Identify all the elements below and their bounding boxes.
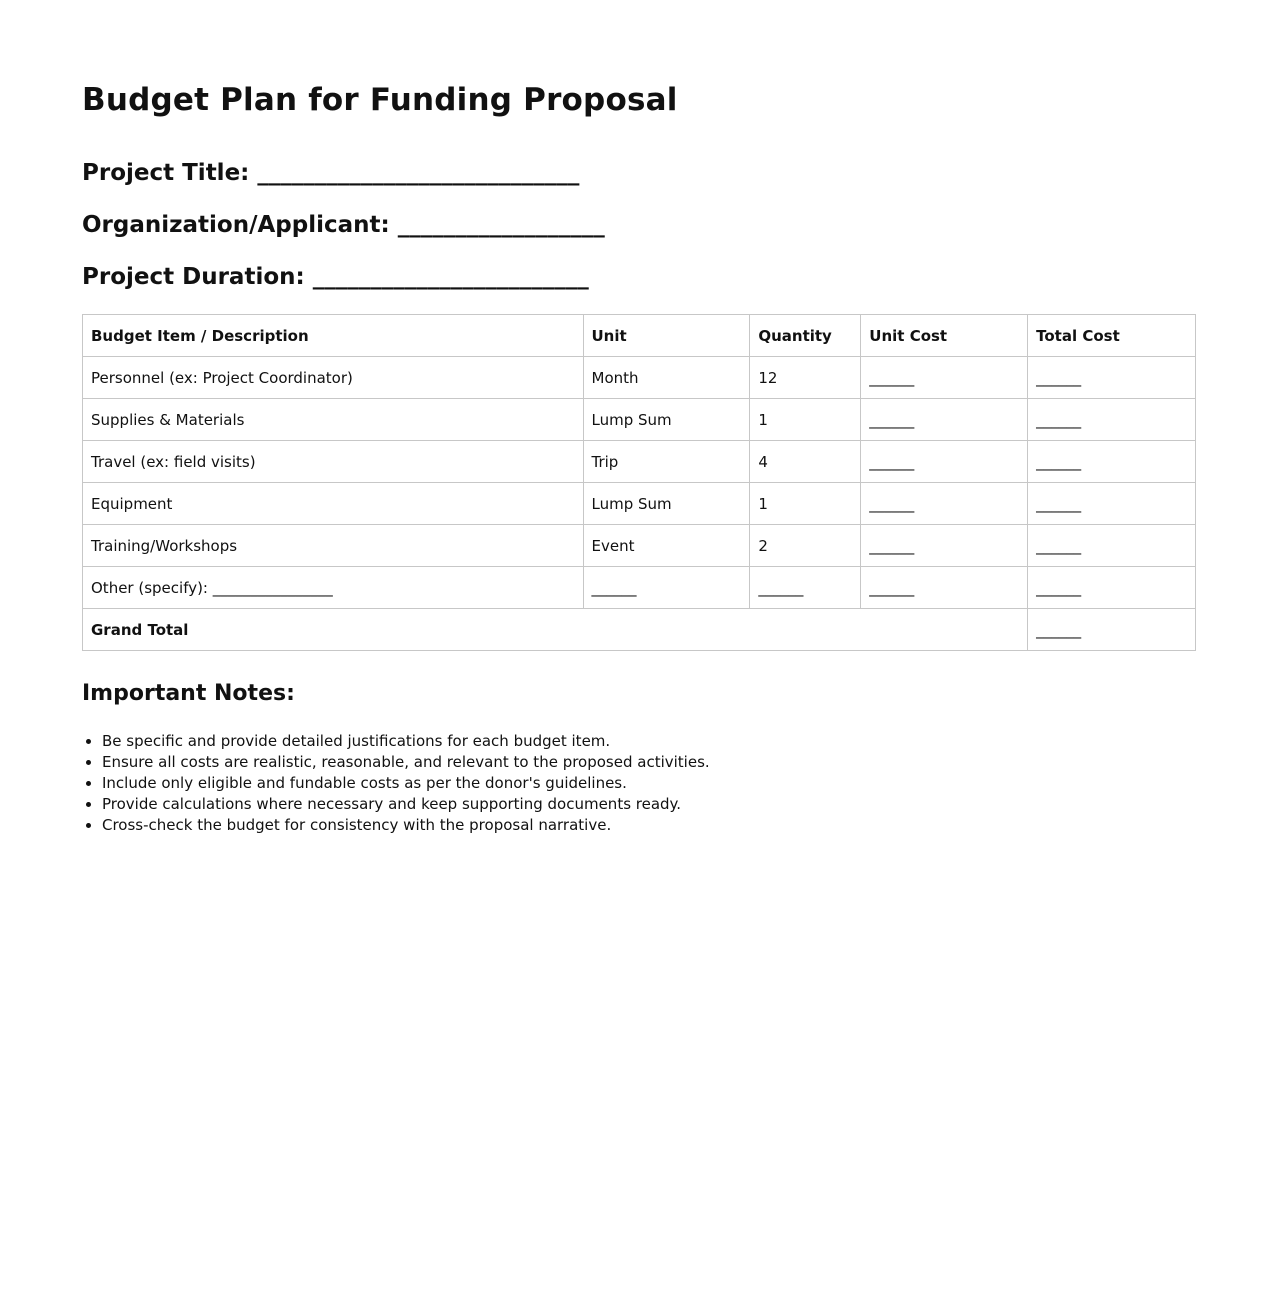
cell-budget-item: Travel (ex: field visits): [83, 441, 584, 483]
grand-total-row: [83, 609, 1196, 651]
grand-total-value: ______: [1028, 609, 1196, 651]
cell-budget-item: Equipment: [83, 483, 584, 525]
table-row: [83, 399, 1196, 441]
table-row: [83, 441, 1196, 483]
cell-unit: Trip: [583, 441, 750, 483]
cell-total-cost: ______: [1028, 399, 1196, 441]
cell-unit: Month: [583, 357, 750, 399]
cell-budget-item: Training/Workshops: [83, 525, 584, 567]
list-item: • Cross-check the budget for consistency with the proposal narrative.: [102, 815, 1196, 836]
cell-unit-cost: ______: [861, 483, 1028, 525]
list-item: • Include only eligible and fundable costs as per the donor's guidelines.: [102, 773, 1196, 794]
cell-unit-cost: ______: [861, 525, 1028, 567]
project-duration-field: [82, 258, 1196, 296]
header-unit-cost: Unit Cost: [861, 315, 1028, 357]
cell-budget-item: Other (specify): ________________: [83, 567, 584, 609]
cell-quantity: 12: [750, 357, 861, 399]
cell-total-cost: ______: [1028, 441, 1196, 483]
cell-quantity: ______: [750, 567, 861, 609]
notes-heading: Important Notes:: [82, 681, 295, 706]
table-row: [83, 357, 1196, 399]
cell-total-cost: ______: [1028, 567, 1196, 609]
table-row: [83, 483, 1196, 525]
cell-unit: Lump Sum: [583, 399, 750, 441]
cell-unit: ______: [583, 567, 750, 609]
document-title: Budget Plan for Funding Proposal: [82, 82, 678, 118]
cell-unit: Lump Sum: [583, 483, 750, 525]
budget-table: [82, 314, 1196, 651]
organization-label: Organization/Applicant:: [82, 212, 390, 238]
cell-budget-item: Supplies & Materials: [83, 399, 584, 441]
cell-unit-cost: ______: [861, 357, 1028, 399]
project-title-label: Project Title:: [82, 160, 250, 186]
cell-total-cost: ______: [1028, 357, 1196, 399]
table-header-row: [83, 315, 1196, 357]
organization-field: [82, 206, 1196, 244]
project-duration-label: Project Duration:: [82, 264, 305, 290]
list-item: • Be specific and provide detailed justifications for each budget item.: [102, 731, 1196, 752]
cell-unit-cost: ______: [861, 399, 1028, 441]
cell-total-cost: ______: [1028, 525, 1196, 567]
header-unit: Unit: [583, 315, 750, 357]
cell-unit: Event: [583, 525, 750, 567]
organization-blank: __________________: [397, 212, 605, 238]
project-title-field: [82, 154, 1196, 192]
project-duration-blank: ________________________: [312, 264, 589, 290]
project-title-blank: ____________________________: [257, 160, 580, 186]
list-item: • Ensure all costs are realistic, reasonable, and relevant to the proposed activities.: [102, 752, 1196, 773]
cell-quantity: 1: [750, 483, 861, 525]
cell-unit-cost: ______: [861, 567, 1028, 609]
table-row: [83, 525, 1196, 567]
list-item: • Provide calculations where necessary and keep supporting documents ready.: [102, 794, 1196, 815]
notes-list: [82, 731, 1196, 836]
cell-quantity: 1: [750, 399, 861, 441]
header-total-cost: Total Cost: [1028, 315, 1196, 357]
cell-quantity: 4: [750, 441, 861, 483]
cell-quantity: 2: [750, 525, 861, 567]
cell-budget-item: Personnel (ex: Project Coordinator): [83, 357, 584, 399]
grand-total-label: Grand Total: [83, 609, 1028, 651]
table-row: [83, 567, 1196, 609]
header-quantity: Quantity: [750, 315, 861, 357]
cell-total-cost: ______: [1028, 483, 1196, 525]
cell-unit-cost: ______: [861, 441, 1028, 483]
header-budget-item: Budget Item / Description: [83, 315, 584, 357]
